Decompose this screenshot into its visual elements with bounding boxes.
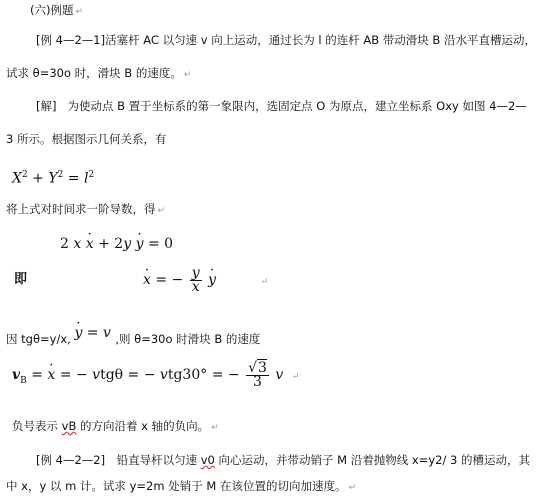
- ji-label: 即: [14, 272, 28, 287]
- section-title: (六)例题 ↵: [30, 3, 84, 17]
- solution-line1: [解] 为使动点 B 置于坐标系的第一象限内，选固定点 O 为原点，建立坐标系 Oxy 如图 4—2—: [36, 99, 527, 113]
- example2-line2: 中 x，y 以 m 计。试求 y=2m 处销于 M 在该位置的切向加速度。 ↵: [6, 479, 356, 493]
- because-line: 因 tgθ=y/x, y · = v ,则 θ=30o 时滑块 B 的速度: [6, 331, 260, 347]
- equation-3: x · = − $\frac{y}{x}$ y · ↵: [143, 264, 268, 298]
- fraction-sqrt3-over-3: $\frac{√3}{3}$: [248, 359, 267, 390]
- solution-line2: 3 所示。根据图示几何关系，有: [6, 132, 167, 146]
- equation-4: $v_B = x$ · = − vtgθ = − vtg30° = − $\frac{√3}{3}$ v ↵: [12, 360, 299, 396]
- example2-line1: [例 4—2—2] 铅直导杆以匀速 v0 向心运动，并带动销子 M 沿着抛物线 x=y2∕ 3 的槽运动，其: [36, 453, 530, 467]
- fraction-y-over-x: $\frac{y}{x}$: [191, 264, 200, 295]
- equation-2: 2 x x · + 2y y · = 0: [60, 235, 173, 253]
- derivative-text: 将上式对时间求一阶导数，得 ↵: [6, 202, 166, 216]
- example1-line2: 试求 θ=30o 时，滑块 B 的速度。 ↵: [6, 66, 192, 80]
- negative-note: 负号表示 vB 的方向沿着 x 轴的负向。 ↵: [12, 419, 219, 433]
- equation-1: $X^2 + Y^2 = l^2$: [12, 170, 95, 187]
- example1-line1: [例 4—2—1]活塞杆 AC 以匀速 v 向上运动，通过长为 l 的连杆 AB 带动滑块 B 沿水平直槽运动，: [36, 33, 536, 47]
